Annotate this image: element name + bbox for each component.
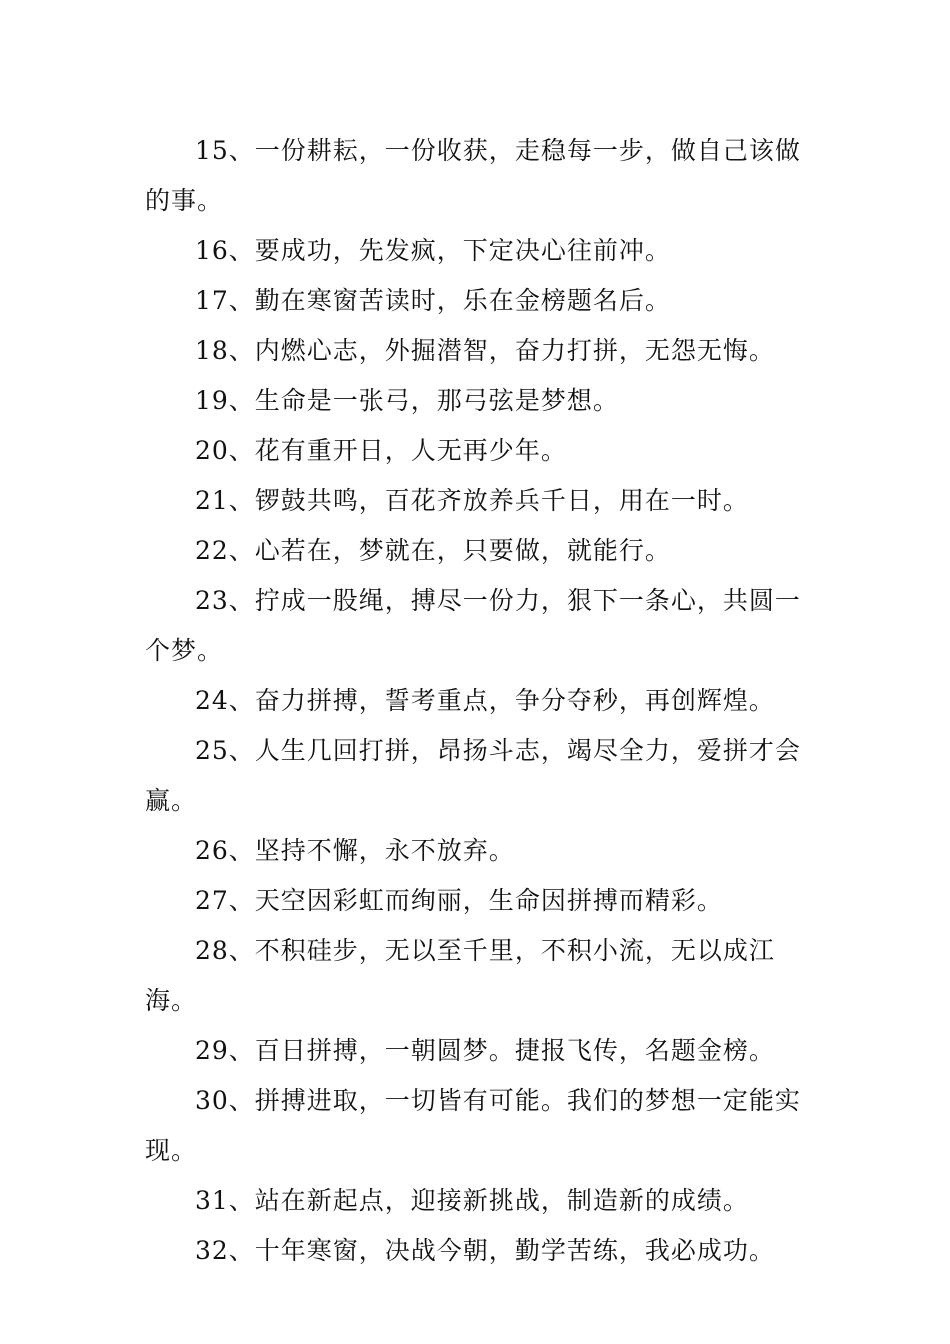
paragraph-28: 28、不积硅步，无以至千里，不积小流，无以成江海。 xyxy=(145,936,775,1015)
paragraph-32: 32、十年寒窗，决战今朝，勤学苦练，我必成功。 xyxy=(195,1236,775,1265)
paragraph-24: 24、奋力拼搏，誓考重点，争分夺秒，再创辉煌。 xyxy=(195,686,775,715)
paragraph-15: 15、一份耕耘，一份收获，走稳每一步，做自己该做的事。 xyxy=(145,136,801,215)
paragraph-16: 16、要成功，先发疯，下定决心往前冲。 xyxy=(195,236,671,265)
paragraph-22: 22、心若在，梦就在，只要做，就能行。 xyxy=(195,536,671,565)
paragraph-19: 19、生命是一张弓，那弓弦是梦想。 xyxy=(195,386,619,415)
paragraph-20: 20、花有重开日，人无再少年。 xyxy=(195,436,567,465)
paragraph-21: 21、锣鼓共鸣，百花齐放养兵千日，用在一时。 xyxy=(195,486,749,515)
paragraph-26: 26、坚持不懈，永不放弃。 xyxy=(195,836,515,865)
paragraph-18: 18、内燃心志，外掘潜智，奋力打拼，无怨无悔。 xyxy=(195,336,775,365)
paragraph-23: 23、拧成一股绳，搏尽一份力，狠下一条心，共圆一个梦。 xyxy=(145,586,801,665)
paragraph-29: 29、百日拼搏，一朝圆梦。捷报飞传，名题金榜。 xyxy=(195,1036,775,1065)
paragraph-25: 25、人生几回打拼，昂扬斗志，竭尽全力，爱拼才会赢。 xyxy=(145,736,801,815)
paragraph-27: 27、天空因彩虹而绚丽，生命因拼搏而精彩。 xyxy=(195,886,723,915)
paragraph-31: 31、站在新起点，迎接新挑战，制造新的成绩。 xyxy=(195,1186,749,1215)
document-body xyxy=(145,126,810,1276)
paragraph-17: 17、勤在寒窗苦读时，乐在金榜题名后。 xyxy=(195,286,671,315)
paragraph-30: 30、拼搏进取，一切皆有可能。我们的梦想一定能实现。 xyxy=(145,1086,801,1165)
